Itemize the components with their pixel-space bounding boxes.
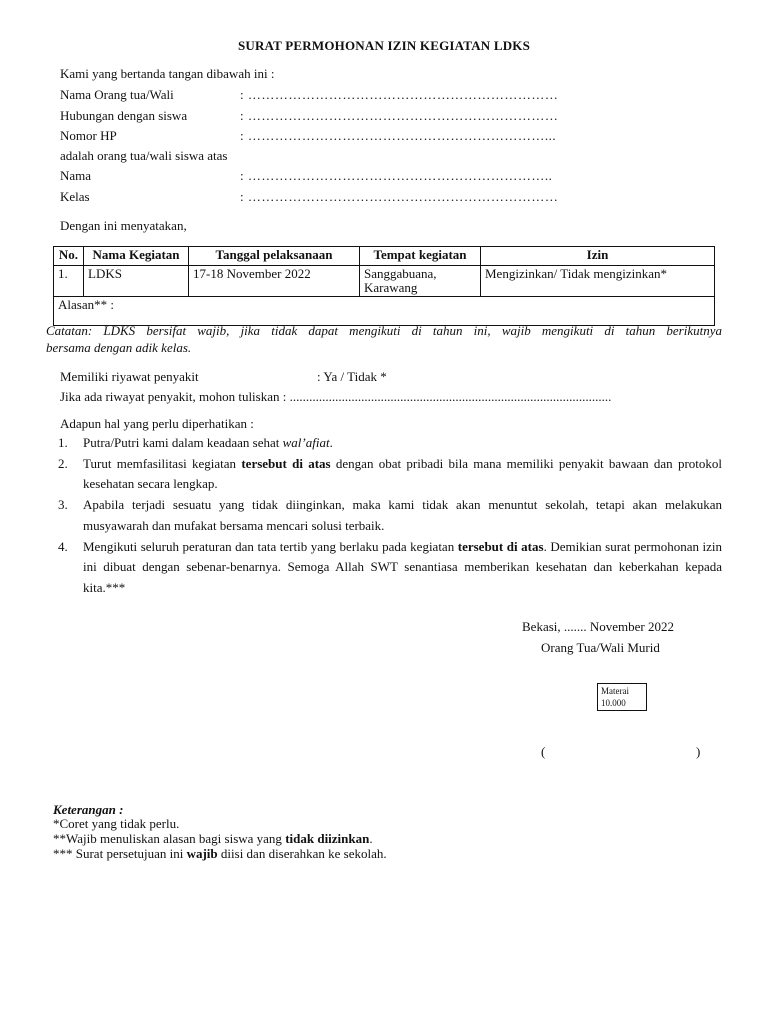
field-parent-name-value: : …………………………………………………………… bbox=[240, 87, 559, 102]
keterangan-line-2 bbox=[53, 831, 373, 846]
note-catatan-line-1: Catatan: LDKS bersifat wajib, jika tidak dapat mengikuti di tahun ini, wajib mengikuti di tahun berikutnya bbox=[46, 323, 722, 338]
list-item-end: . bbox=[329, 435, 333, 450]
list-item-italic: wal’afiat bbox=[282, 435, 330, 450]
table-cell-tanggal: 17-18 November 2022 bbox=[189, 266, 360, 297]
keterangan-line-3 bbox=[53, 846, 387, 861]
points-list bbox=[58, 433, 722, 599]
disease-value: : Ya / Tidak * bbox=[317, 369, 387, 384]
keterangan-bold: wajib bbox=[186, 846, 218, 861]
keterangan-text: **Wajib menuliskan alasan bagi siswa yang bbox=[53, 831, 286, 846]
list-item-bold: tersebut di atas bbox=[241, 455, 331, 471]
tempat-line-1: Sanggabuana, bbox=[364, 266, 437, 281]
list-item-number: 2. bbox=[58, 455, 68, 471]
field-class-value: : …………………………………………………………… bbox=[240, 189, 559, 204]
intro-text: Kami yang bertanda tangan dibawah ini : bbox=[60, 66, 275, 81]
page-title: SURAT PERMOHONAN IZIN KEGIATAN LDKS bbox=[237, 38, 531, 53]
field-phone-label: Nomor HP bbox=[60, 128, 117, 143]
signature-paren-close: ) bbox=[696, 744, 701, 759]
keterangan-heading: Keterangan : bbox=[53, 802, 124, 817]
note-catatan bbox=[46, 322, 722, 356]
field-relation-value: : …………………………………………………………… bbox=[240, 108, 559, 123]
table-header-cell: No. bbox=[54, 247, 84, 266]
signature-role: Orang Tua/Wali Murid bbox=[541, 640, 660, 655]
list-item-text: Mengikuti seluruh peraturan dan tata tertib yang berlaku pada kegiatan bbox=[83, 538, 458, 554]
table-row bbox=[54, 266, 715, 297]
table-header-row bbox=[54, 247, 715, 266]
statement-text: Dengan ini menyatakan, bbox=[60, 218, 187, 233]
table-cell-izin: Mengizinkan/ Tidak mengizinkan* bbox=[481, 266, 715, 297]
table-header-cell: Izin bbox=[481, 247, 715, 266]
points-intro: Adapun hal yang perlu diperhatikan : bbox=[60, 416, 254, 431]
keterangan-line-1: *Coret yang tidak perlu. bbox=[53, 816, 180, 831]
field-relation-label: Hubungan dengan siswa bbox=[60, 108, 188, 123]
table-cell-no: 1. bbox=[54, 266, 84, 297]
disease-label: Memiliki riyawat penyakit bbox=[60, 369, 199, 384]
field-student-name-value: : ………………………………………………………….. bbox=[240, 168, 553, 183]
list-item-bold: tersebut di atas bbox=[457, 538, 544, 554]
list-item bbox=[58, 537, 722, 599]
table-header-cell: Tempat kegiatan bbox=[360, 247, 481, 266]
note-catatan-line-2: bersama dengan adik kelas. bbox=[46, 340, 192, 355]
keterangan-text: . bbox=[369, 831, 373, 846]
signature-place-date: Bekasi, ....... November 2022 bbox=[522, 619, 675, 634]
table-cell-tempat bbox=[360, 266, 481, 297]
list-item-text: Apabila terjadi sesuatu yang tidak diinginkan, maka kami tidak akan menuntut sekolah, tetapi akan melakukan musyawarah dan mufakat bersama mencari solusi terbaik. bbox=[83, 497, 722, 533]
field-student-name-label: Nama bbox=[60, 168, 92, 183]
table-cell-alasan: Alasan** : bbox=[54, 297, 715, 326]
activity-table bbox=[53, 246, 715, 326]
materai-value: 10.000 bbox=[601, 698, 626, 708]
list-item-number: 3. bbox=[58, 497, 68, 513]
keterangan-text: diisi dan diserahkan ke sekolah. bbox=[217, 846, 387, 861]
list-item-number: 4. bbox=[58, 538, 68, 554]
table-cell-kegiatan: LDKS bbox=[84, 266, 189, 297]
keterangan-text: *** Surat persetujuan ini bbox=[53, 846, 187, 861]
list-item-text: dengan obat pribadi bila mana memiliki penyakit bawaan dan protokol kesehatan secara lengkap. bbox=[83, 455, 723, 492]
tempat-line-2: Karawang bbox=[364, 280, 418, 295]
list-item bbox=[58, 454, 722, 495]
disease-history-line: Jika ada riwayat penyakit, mohon tuliskan : ................................................................................................... bbox=[60, 389, 612, 404]
table-header-cell: Nama Kegiatan bbox=[84, 247, 189, 266]
table-header-cell: Tanggal pelaksanaan bbox=[189, 247, 360, 266]
materai-box bbox=[597, 683, 647, 711]
keterangan-bold: tidak diizinkan bbox=[285, 831, 370, 846]
field-parent-name-label: Nama Orang tua/Wali bbox=[60, 87, 174, 102]
list-item bbox=[58, 495, 722, 536]
list-item-text: . Demikian surat permohonan izin ini dibuat dengan sebenar-benarnya. Semoga Allah SWT senantiasa memberikan kesehatan dan keberkahan kepada kita.*** bbox=[83, 538, 722, 595]
student-intro-text: adalah orang tua/wali siswa atas bbox=[60, 148, 228, 163]
field-class-label: Kelas bbox=[60, 189, 90, 204]
list-item-text: Turut memfasilitasi kegiatan bbox=[83, 455, 242, 471]
materai-label: Materai bbox=[601, 686, 629, 696]
list-item-text: Putra/Putri kami dalam keadaan sehat bbox=[83, 435, 283, 450]
list-item-number: 1. bbox=[58, 435, 68, 450]
signature-paren-open: ( bbox=[541, 744, 546, 759]
field-phone-value: : …………………………………………………………... bbox=[240, 128, 557, 143]
list-item bbox=[58, 433, 722, 454]
